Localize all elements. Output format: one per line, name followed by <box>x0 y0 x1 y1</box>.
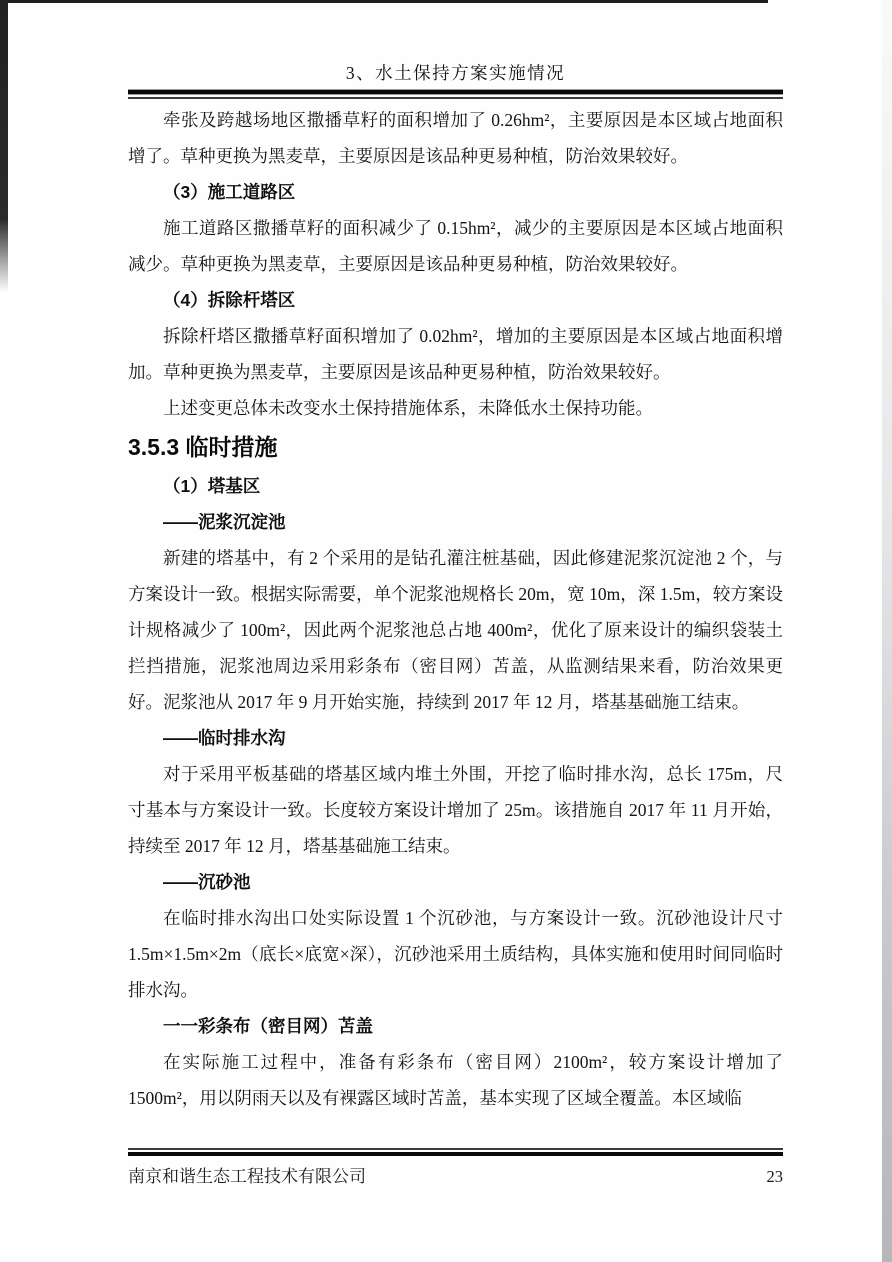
footer-company-name: 南京和谐生态工程技术有限公司 <box>128 1167 366 1186</box>
paragraph: 上述变更总体未改变水土保持措施体系，未降低水土保持功能。 <box>163 398 653 418</box>
paragraph: 对于采用平板基础的塔基区域内堆土外围，开挖了临时排水沟，总长 175m，尺寸基本与方案设计一致。长度较方案设计增加了 25m。该措施自 2017 年 11 月开始，持续至 2017 年 12 月，塔基基础施工结束。 <box>128 764 783 856</box>
page-number: 23 <box>766 1167 783 1186</box>
header-rule <box>128 89 783 99</box>
paragraph: 新建的塔基中，有 2 个采用的是钻孔灌注桩基础，因此修建泥浆沉淀池 2 个，与方案设计一致。根据实际需要，单个泥浆池规格长 20m，宽 10m，深 1.5m，较方案设计规格减少了 100m²，因此两个泥浆池总占地 400m²，优化了原来设计的编织袋装土拦挡措施，泥浆池周边采用彩条布（密目网）苫盖，从监测结果来看，防治效果更好。泥浆池从 2017 年 9 月开始实施，持续到 2017 年 12 月，塔基基础施工结束。 <box>128 548 783 712</box>
paragraph: 拆除杆塔区撒播草籽面积增加了 0.02hm²，增加的主要原因是本区域占地面积增加。草种更换为黑麦草，主要原因是该品种更易种植，防治效果较好。 <box>128 326 783 382</box>
scan-artifact-right-edge <box>882 0 892 1262</box>
subheading-sand-settling-basin: ——沉砂池 <box>163 872 251 892</box>
document-content <box>128 102 783 1116</box>
subheading-mud-sedimentation-pond: ——泥浆沉淀池 <box>163 512 286 532</box>
paragraph: 牵张及跨越场地区撒播草籽的面积增加了 0.26hm²，主要原因是本区域占地面积增了。草种更换为黑麦草，主要原因是该品种更易种植，防治效果较好。 <box>128 110 783 166</box>
page-header <box>128 60 783 99</box>
header-rule-thin-line <box>128 97 783 99</box>
subheading-construction-road-area: （3）施工道路区 <box>163 182 296 202</box>
subheading-tarpaulin-cover: 一一彩条布（密目网）苫盖 <box>163 1016 373 1036</box>
scan-artifact-top-edge <box>0 0 768 3</box>
paragraph: 在实际施工过程中，准备有彩条布（密目网）2100m²，较方案设计增加了 1500m²，用以阴雨天以及有裸露区域时苫盖，基本实现了区域全覆盖。本区域临 <box>128 1052 783 1108</box>
scan-artifact-left-edge <box>0 0 8 292</box>
footer-rule-thick-line <box>128 1152 783 1156</box>
header-title: 3、水土保持方案实施情况 <box>345 63 566 83</box>
paragraph: 在临时排水沟出口处实际设置 1 个沉砂池，与方案设计一致。沉砂池设计尺寸 1.5m×1.5m×2m（底长×底宽×深），沉砂池采用土质结构，具体实施和使用时间同临时排水沟。 <box>128 908 783 1000</box>
footer-row <box>128 1162 783 1187</box>
subheading-tower-removal-area: （4）拆除杆塔区 <box>163 290 296 310</box>
footer-rule <box>128 1148 783 1156</box>
page-footer <box>128 1148 783 1187</box>
paragraph: 施工道路区撒播草籽的面积减少了 0.15hm²，减少的主要原因是本区域占地面积减少。草种更换为黑麦草，主要原因是该品种更易种植，防治效果较好。 <box>128 218 783 274</box>
section-heading-temporary-measures: 3.5.3 临时措施 <box>128 434 278 460</box>
subheading-tower-base-area: （1）塔基区 <box>163 476 261 496</box>
subheading-temporary-drainage-ditch: ——临时排水沟 <box>163 728 286 748</box>
